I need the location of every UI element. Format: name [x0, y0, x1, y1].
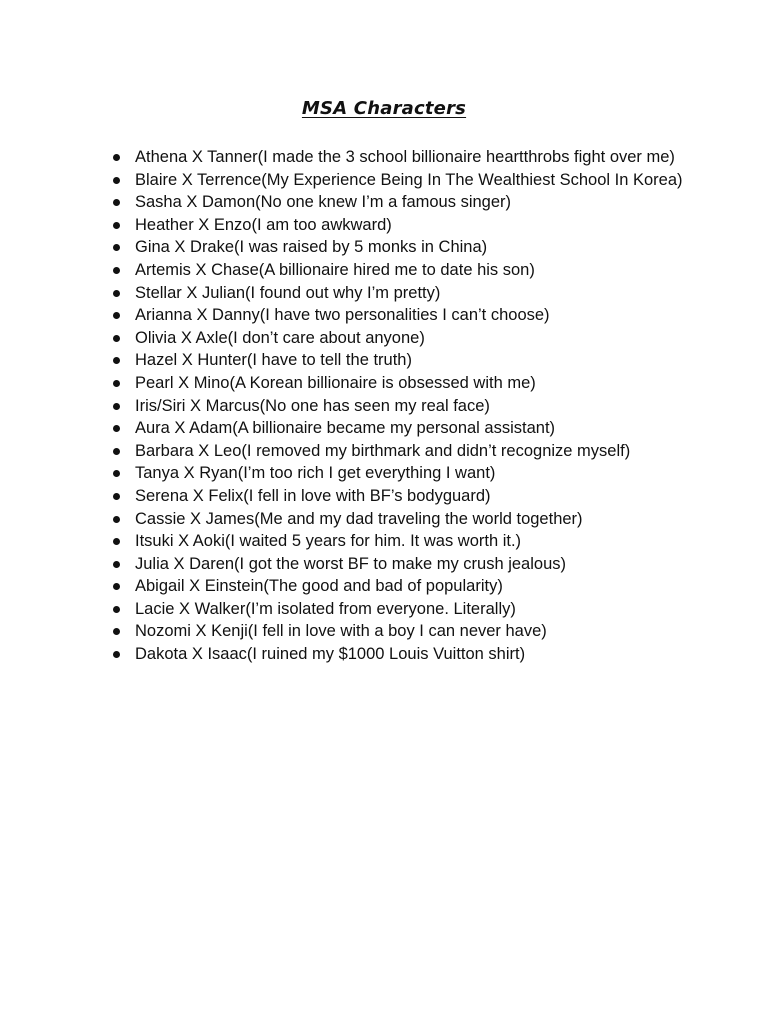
- bullet-icon: [113, 583, 120, 590]
- list-item: [110, 440, 690, 463]
- list-item-text: Cassie X James(Me and my dad traveling the world together): [135, 509, 583, 528]
- bullet-icon: [113, 312, 120, 319]
- bullet-icon: [113, 561, 120, 568]
- bullet-icon: [113, 403, 120, 410]
- list-item-text: Athena X Tanner(I made the 3 school billionaire heartthrobs fight over me): [135, 148, 675, 166]
- list-item: [110, 643, 690, 666]
- document-title: MSA Characters: [301, 98, 467, 119]
- bullet-icon: [113, 154, 120, 161]
- list-item: [110, 508, 690, 531]
- list-item: [110, 349, 690, 372]
- list-item-text: Sasha X Damon(No one knew I’m a famous singer): [135, 193, 512, 212]
- list-item: [110, 598, 690, 621]
- list-item-text: Olivia X Axle(I don’t care about anyone): [135, 328, 425, 347]
- list-item-text: Lacie X Walker(I’m isolated from everyone. Literally): [135, 599, 516, 618]
- list-item: [110, 282, 690, 305]
- bullet-icon: [113, 177, 120, 184]
- list-item: [110, 146, 690, 169]
- bullet-icon: [113, 516, 120, 523]
- bullet-icon: [113, 493, 120, 500]
- bullet-icon: [113, 222, 120, 229]
- list-item-text: Heather X Enzo(I am too awkward): [135, 215, 392, 234]
- list-item-text: Iris/Siri X Marcus(No one has seen my real face): [135, 396, 490, 415]
- bullet-icon: [113, 628, 120, 635]
- bullet-icon: [113, 651, 120, 658]
- bullet-icon: [113, 244, 120, 251]
- list-item: [110, 553, 690, 576]
- bullet-icon: [113, 538, 120, 545]
- list-item: [110, 462, 690, 485]
- list-item-text: Pearl X Mino(A Korean billionaire is obsessed with me): [135, 373, 536, 392]
- list-item: [110, 620, 690, 643]
- list-item-text: Barbara X Leo(I removed my birthmark and didn’t recognize myself): [135, 441, 631, 460]
- list-item: [110, 372, 690, 395]
- list-item: [110, 530, 690, 553]
- list-item-text: Artemis X Chase(A billionaire hired me to date his son): [135, 260, 535, 279]
- list-item: [110, 191, 690, 214]
- list-item-text: Serena X Felix(I fell in love with BF’s bodyguard): [135, 486, 491, 505]
- list-item-text: Tanya X Ryan(I’m too rich I get everything I want): [135, 464, 496, 483]
- bullet-icon: [113, 335, 120, 342]
- bullet-icon: [113, 425, 120, 432]
- list-item-text: Julia X Daren(I got the worst BF to make my crush jealous): [135, 554, 566, 573]
- list-item-text: Aura X Adam(A billionaire became my personal assistant): [135, 419, 556, 438]
- list-item-text: Abigail X Einstein(The good and bad of popularity): [135, 577, 503, 596]
- bullet-icon: [113, 448, 120, 455]
- list-item-text: Hazel X Hunter(I have to tell the truth): [135, 351, 412, 370]
- bullet-icon: [113, 380, 120, 387]
- list-item: [110, 169, 690, 192]
- list-item: [110, 259, 690, 282]
- bullet-icon: [113, 199, 120, 206]
- list-item-text: Nozomi X Kenji(I fell in love with a boy I can never have): [135, 622, 547, 641]
- list-item-text: Stellar X Julian(I found out why I’m pretty): [135, 283, 441, 302]
- bullet-icon: [113, 290, 120, 297]
- character-list: [110, 146, 690, 666]
- bullet-icon: [113, 357, 120, 364]
- list-item: [110, 417, 690, 440]
- list-item: [110, 485, 690, 508]
- list-item-text: Blaire X Terrence(My Experience Being In The Wealthiest School In Korea): [135, 170, 683, 189]
- list-item-text: Itsuki X Aoki(I waited 5 years for him. It was worth it.): [135, 532, 522, 551]
- list-item: [110, 236, 690, 259]
- list-item: [110, 214, 690, 237]
- list-item: [110, 304, 690, 327]
- list-item-text: Dakota X Isaac(I ruined my $1000 Louis Vuitton shirt): [135, 645, 526, 664]
- list-item: [110, 575, 690, 598]
- bullet-icon: [113, 606, 120, 613]
- list-item-text: Gina X Drake(I was raised by 5 monks in China): [135, 238, 488, 257]
- bullet-icon: [113, 267, 120, 274]
- list-item: [110, 395, 690, 418]
- list-item: [110, 327, 690, 350]
- bullet-icon: [113, 470, 120, 477]
- list-item-text: Arianna X Danny(I have two personalities I can’t choose): [135, 306, 550, 325]
